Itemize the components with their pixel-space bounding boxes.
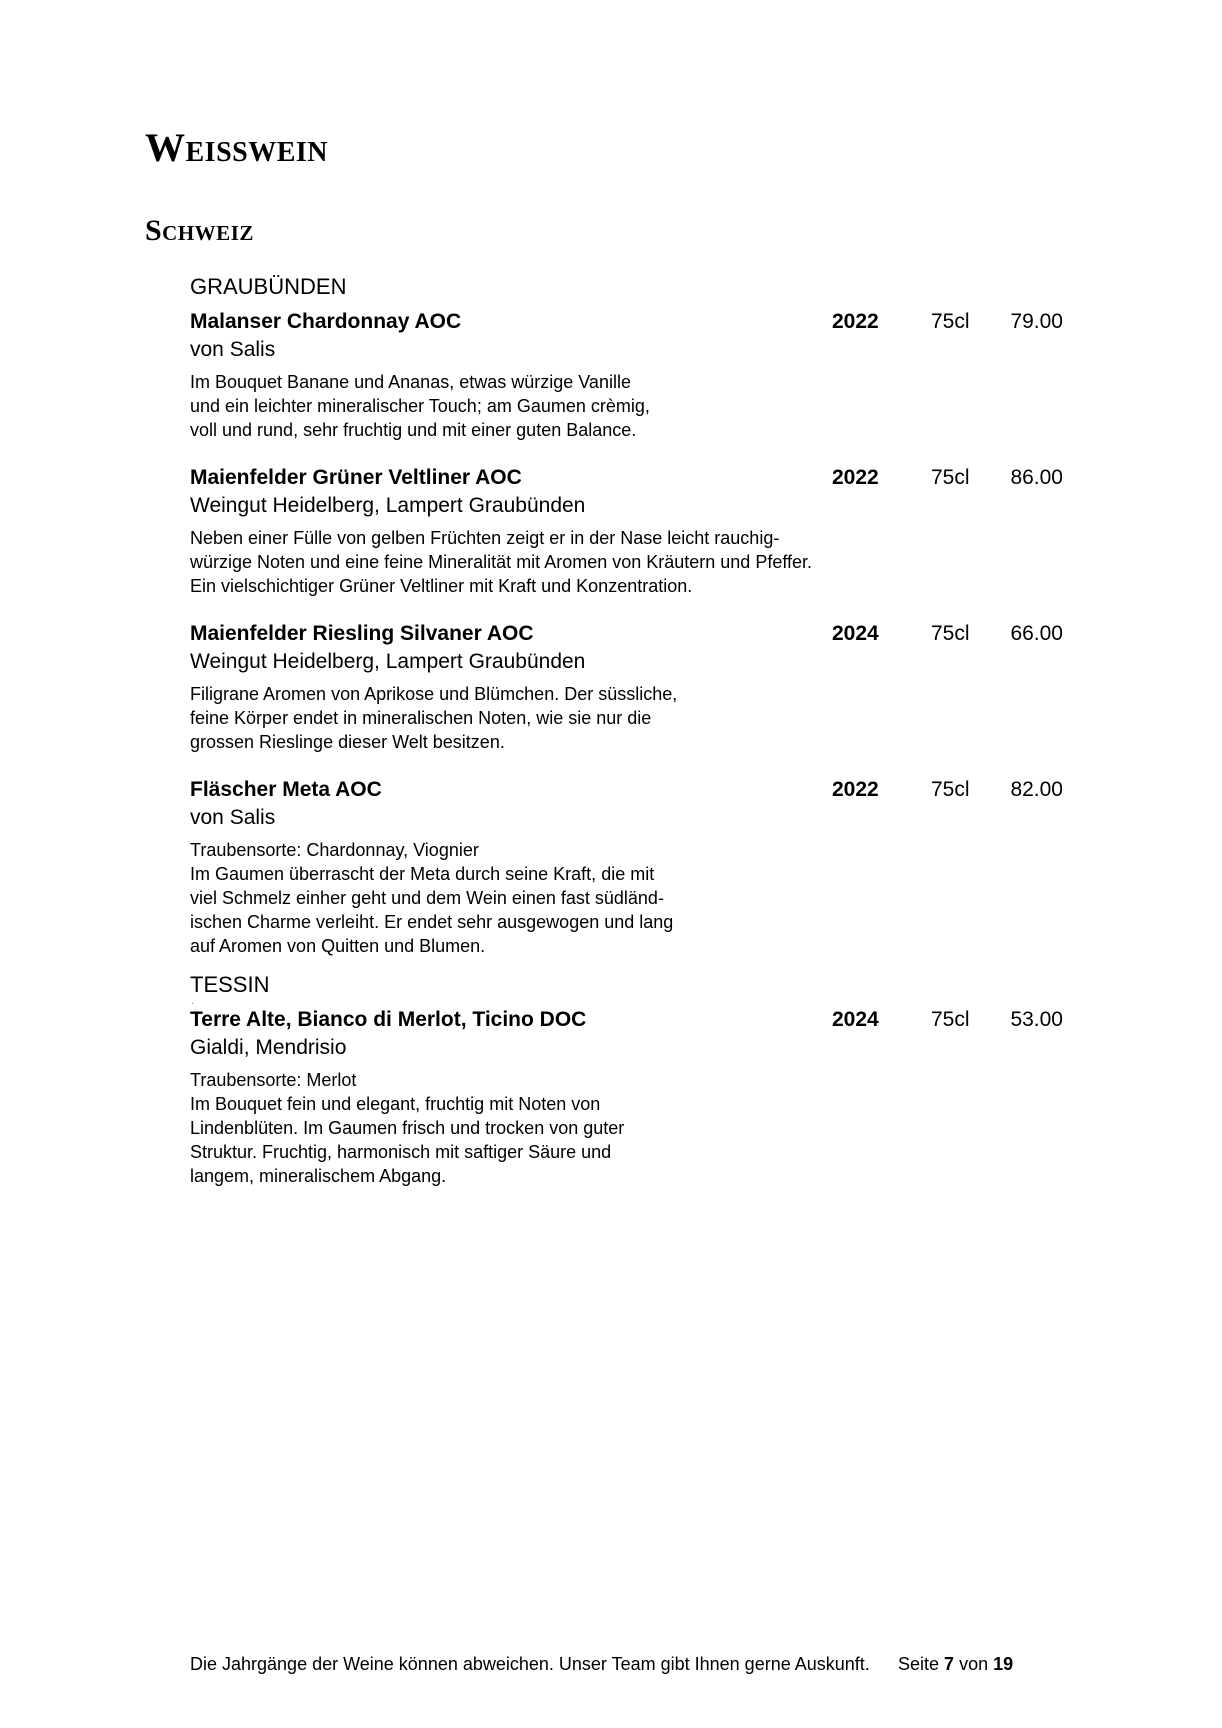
footer-page-separator: von [959,1654,989,1674]
wine-description-line: grossen Rieslinge dieser Welt besitzen. [190,732,505,752]
wine-entry [190,1006,1222,1188]
wine-description [190,838,1222,958]
wine-head-row [190,776,1222,804]
wine-description [190,370,1222,442]
wine-producer: Weingut Heidelberg, Lampert Graubünden [190,494,586,517]
wine-size: 75cl [931,778,970,801]
wine-size: 75cl [931,466,970,489]
wine-name: Maienfelder Grüner Veltliner AOC [190,466,522,489]
wine-name: Fläscher Meta AOC [190,778,382,801]
wine-description-line: Filigrane Aromen von Aprikose und Blümchen. Der süssliche, [190,684,678,704]
wine-description-line: Im Bouquet fein und elegant, fruchtig mit Noten von [190,1094,601,1114]
wine-name: Terre Alte, Bianco di Merlot, Ticino DOC [190,1008,587,1031]
wine-size: 75cl [931,1008,970,1031]
region-section [145,274,1222,958]
wine-description-line: feine Körper endet in mineralischen Noten, wie sie nur die [190,708,652,728]
wine-description-line: Struktur. Fruchtig, harmonisch mit saftiger Säure und [190,1142,612,1162]
footer-note: Die Jahrgänge der Weine können abweichen. Unser Team gibt Ihnen gerne Auskunft. [190,1654,870,1674]
region-title: GRAUBÜNDEN [190,274,347,299]
wine-description-line: und ein leichter mineralischer Touch; am Gaumen crèmig, [190,396,650,416]
wine-price: 79.00 [1010,310,1063,333]
wine-year: 2022 [832,778,879,801]
wine-producer: von Salis [190,806,276,829]
wine-description-line: Traubensorte: Merlot [190,1070,357,1090]
wine-description [190,1068,1222,1188]
wine-description-line: Lindenblüten. Im Gaumen frisch und trocken von guter [190,1118,625,1138]
wine-price: 82.00 [1010,778,1063,801]
footer-page-indicator [898,1652,1013,1676]
wine-name: Malanser Chardonnay AOC [190,310,462,333]
wine-size: 75cl [931,622,970,645]
wine-producer: Gialdi, Mendrisio [190,1036,347,1059]
wine-sections [145,274,1222,1188]
wine-entry [190,776,1222,958]
page-title: Weisswein [145,125,329,170]
wine-description-line: Traubensorte: Chardonnay, Viognier [190,840,479,860]
wine-description-line: Ein vielschichtiger Grüner Veltliner mit Kraft und Konzentration. [190,576,693,596]
wine-description-line: voll und rund, sehr fruchtig und mit einer guten Balance. [190,420,637,440]
wine-entry [190,308,1222,442]
wine-price: 53.00 [1010,1008,1063,1031]
wine-description-line: ischen Charme verleiht. Er endet sehr ausgewogen und lang [190,912,674,932]
wine-description-line: Neben einer Fülle von gelben Früchten zeigt er in der Nase leicht rauchig- [190,528,780,548]
wine-year: 2024 [832,622,879,645]
wine-description [190,682,1222,754]
wine-producer: von Salis [190,338,276,361]
region-section: TESSIN . Terre Alte, Bianco di Merlot, Ticino DOC 2024 75cl 53.00 Gialdi, Mendrisio Traubensorte: Merlot Im Bouquet fein und elegant, fruchtig mit Noten von Lindenblüten. Im Gaumen frisch und trocken von guter Struktur. Fruchtig, harmonisch mit saftiger Säure und langem, mineralischem Abgang. [145,972,1222,1188]
wine-year: 2024 [832,1008,879,1031]
footer-page-number: 7 [944,1654,955,1674]
wine-entry [190,464,1222,598]
footer-page-prefix: Seite [898,1654,940,1674]
wine-year: 2022 [832,310,879,333]
wine-description-line: Im Gaumen überrascht der Meta durch seine Kraft, die mit [190,864,655,884]
wine-head-row [190,308,1222,336]
wine-name: Maienfelder Riesling Silvaner AOC [190,622,534,645]
wine-description [190,526,1222,598]
wine-description-line: viel Schmelz einher geht und dem Wein einen fast südländ- [190,888,664,908]
wine-price: 66.00 [1010,622,1063,645]
wine-size: 75cl [931,310,970,333]
region-title: TESSIN [190,972,270,997]
wine-year: 2022 [832,466,879,489]
wine-description-line: Im Bouquet Banane und Ananas, etwas würzige Vanille [190,372,631,392]
wine-entry [190,620,1222,754]
country-heading: Schweiz [145,214,254,247]
footer-page-total: 19 [993,1654,1014,1674]
wine-producer: Weingut Heidelberg, Lampert Graubünden [190,650,586,673]
wine-description-line: würzige Noten und eine feine Mineralität mit Aromen von Kräutern und Pfeffer. [190,552,813,572]
wine-head-row [190,464,1222,492]
wine-head-row [190,1006,1222,1034]
wine-description-line: auf Aromen von Quitten und Blumen. [190,936,486,956]
wine-price: 86.00 [1010,466,1063,489]
wine-head-row [190,620,1222,648]
wine-description-line: langem, mineralischem Abgang. [190,1166,447,1186]
